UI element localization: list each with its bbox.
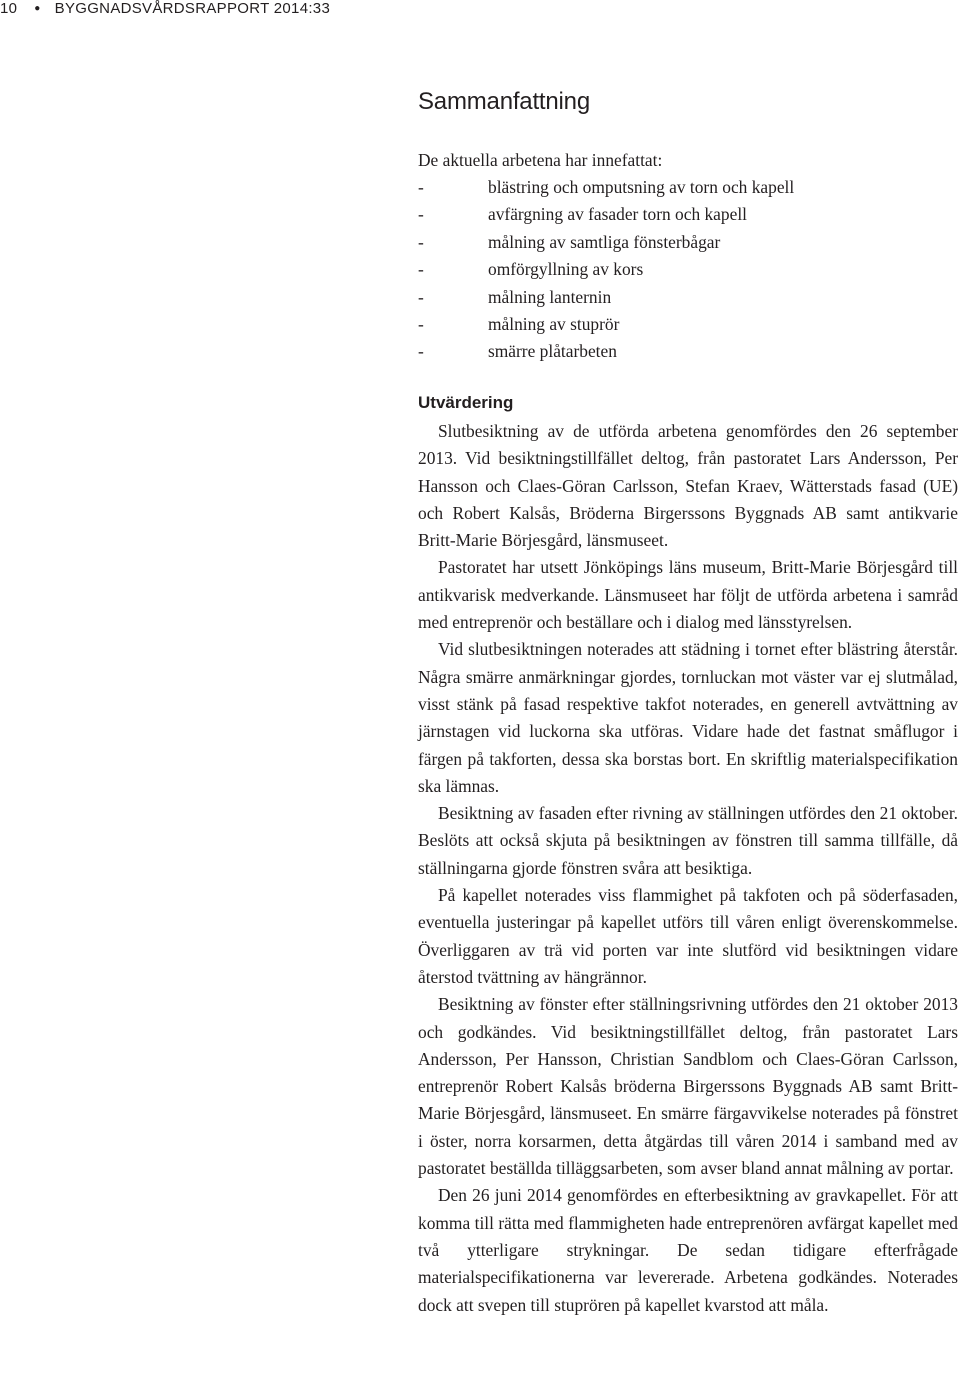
list-item bbox=[418, 174, 794, 201]
work-list bbox=[418, 174, 794, 366]
summary-intro: De aktuella arbetena har innefattat: bbox=[418, 150, 663, 170]
list-item-text: målning lanternin bbox=[488, 286, 612, 307]
list-item-text: smärre plåtarbeten bbox=[488, 341, 617, 362]
list-dash: - bbox=[418, 177, 424, 197]
list-item-text: målning av stuprör bbox=[488, 313, 620, 334]
list-dash: - bbox=[418, 341, 424, 362]
list-dash: - bbox=[418, 286, 424, 307]
list-item bbox=[418, 311, 794, 338]
list-dash: - bbox=[418, 313, 424, 334]
list-dash: - bbox=[418, 231, 424, 252]
paragraph: På kapellet noterades viss flammighet på takfoten och på söderfasaden, eventuella justeringar på kapellet utförs till våren enligt överenskommelse. Överliggaren av trä vid porten var inte slutförd vid besiktningen vidare återstod tvättning av hängrännor. bbox=[418, 885, 958, 987]
list-item-text: blästring och omputsning av torn och kapell bbox=[488, 177, 795, 197]
paragraph: Den 26 juni 2014 genomfördes en efterbesiktning av gravkapellet. För att komma till rätta med flammigheten hade entreprenören avfärgat kapellet med två ytterligare strykningar. De sedan tidigare efterfrågade materialspecifikationerna var levererade. Arbetena godkändes. Noterades dock att svepen till stuprören på kapellet kvarstod att måla. bbox=[418, 1185, 958, 1315]
running-head bbox=[0, 0, 330, 22]
list-item-text: avfärgning av fasader torn och kapell bbox=[488, 204, 747, 225]
paragraph: Pastoratet har utsett Jönköpings läns museum, Britt-Marie Börjesgård till antikvarisk medverkande. Länsmuseet har följt de utförda arbetena i samråd med entreprenör och beställare och i dialog med länsstyrelsen. bbox=[418, 557, 958, 633]
evaluation-body bbox=[418, 418, 958, 1319]
list-item bbox=[418, 284, 794, 311]
paragraph: Vid slutbesiktningen noterades att städning i tornet efter blästring återstår. Några smärre anmärkningar gjordes, tornluckan mot väster var ej slutmålad, visst stänk på fasad respektive takfot noterades, en generell avtvättning av järnstagen vid luckorna ska utföras. Vidare hade det fastnat småflugor i färgen på takforten, dessa ska borstas bort. En skriftlig materialspecifikation ska lämnas. bbox=[418, 639, 958, 796]
list-item bbox=[418, 338, 794, 365]
page-number: 10 bbox=[0, 0, 18, 17]
list-item bbox=[418, 201, 794, 228]
list-item bbox=[418, 256, 794, 283]
evaluation-heading: Utvärdering bbox=[418, 393, 514, 412]
paragraph: Besiktning av fönster efter ställningsrivning utfördes den 21 oktober 2013 och godkändes. Vid besiktningstillfället deltog, från pastoratet Lars Andersson, Per Hansson, Christian Sandblom och Claes-Göran Carlsson, entreprenör Robert Kalsås bröderna Birgerssons Byggnads AB samt Britt-Marie Börjesgård, länsmuseet. En smärre färgavvikelse noterades på fönstret i öster, norra korsarmen, detta åtgärdas till våren 2014 i samband med av pastoratet beställda tilläggsarbeten, som avser bland annat målning av portar. bbox=[418, 994, 958, 1179]
list-item bbox=[418, 229, 794, 256]
section-title: Sammanfattning bbox=[418, 88, 590, 115]
bullet-separator: ● bbox=[34, 3, 41, 14]
list-item-text: omförgyllning av kors bbox=[488, 259, 644, 280]
list-dash: - bbox=[418, 204, 424, 225]
paragraph: Besiktning av fasaden efter rivning av ställningen utfördes den 21 oktober. Beslöts att också skjuta på besiktningen av fönstren till samma tillfälle, då ställningarna gjorde fönstren svåra att besiktiga. bbox=[418, 803, 958, 878]
report-title: BYGGNADSVÅRDSRAPPORT 2014:33 bbox=[54, 0, 331, 17]
list-item-text: målning av samtliga fönsterbågar bbox=[488, 231, 721, 252]
list-dash: - bbox=[418, 259, 424, 280]
paragraph: Slutbesiktning av de utförda arbetena genomfördes den 26 september 2013. Vid besiktningstillfället deltog, från pastoratet Lars Andersson, Per Hansson och Claes-Göran Carlsson, Stefan Kraev, Wätterstads fasad (UE) och Robert Kalsås, Bröderna Birgerssons Byggnads AB samt antikvarie Britt-Marie Börjesgård, länsmuseet. bbox=[418, 421, 958, 551]
